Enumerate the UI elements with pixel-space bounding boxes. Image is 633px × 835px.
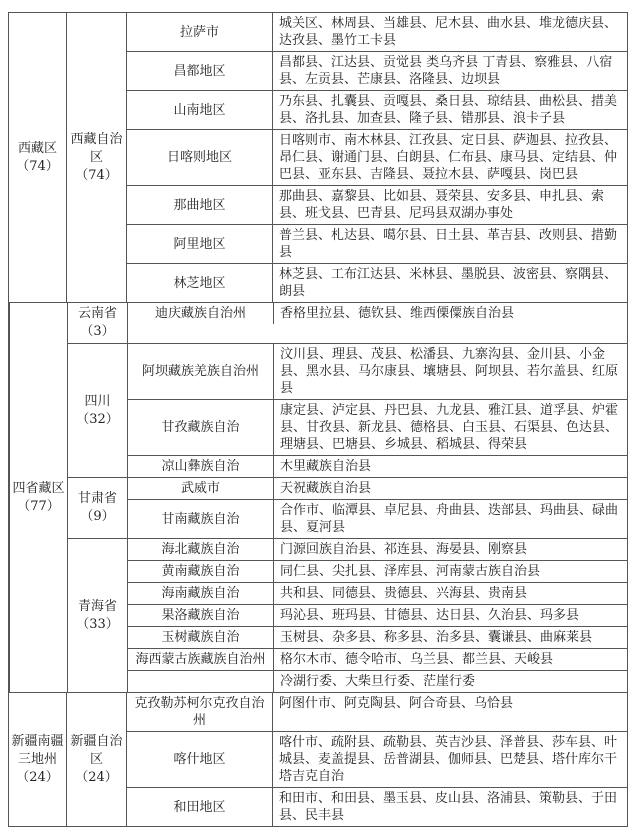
province-row [68,539,627,692]
prefecture-name: 玉树藏族自治 [128,627,274,648]
county-list: 日喀则市、南木林县、江孜县、定日县、萨迦县、拉孜县、昂仁县、谢通门县、白朗县、仁布县、康马县、定结县、仲巴县、亚东县、吉隆县、聂拉木县、萨嘎县、岗巴县 [279,133,618,182]
prefecture-name: 那曲地区 [127,186,273,224]
prefecture-name: 和田地区 [127,788,273,826]
province-count: （33） [76,616,119,632]
table-row [128,400,627,456]
table-row [127,52,627,91]
table-row [127,264,627,302]
table-row [127,693,627,732]
province-body [128,539,627,692]
county-list: 共和县、同德县、贵德县、兴海县、贵南县 [280,586,528,601]
table-row [128,649,627,671]
province-name: 甘肃省 [77,491,117,506]
county-list: 门源回族自治县、祁连县、海晏县、刚察县 [280,542,528,557]
region-count: （24） [16,769,59,785]
province-row [68,478,627,539]
region-row [10,303,627,692]
table-row [127,186,627,225]
prefecture-name: 山南地区 [127,91,273,129]
county-list: 和田市、和田县、墨玉县、皮山县、洛浦县、策勒县、于田县、民丰县 [279,791,618,823]
table-row [128,561,627,583]
county-list: 林芝县、工布江达县、米林县、墨脱县、波密县、察隅县、朗县 [279,267,618,299]
region-count: （77） [17,498,60,514]
province-label [68,478,128,538]
province-name: 四川 [84,393,111,409]
table-row [128,456,627,477]
region-label [9,13,67,302]
prefecture-name: 喀什地区 [127,732,273,787]
prefecture-name: 拉萨市 [127,13,273,51]
county-list: 乃东县、扎囊县、贡嘎县、桑日县、琼结县、曲松县、措美县、洛扎县、加查县、隆子县、错那县、浪卡子县 [279,94,618,126]
prefecture-name: 武威市 [128,478,274,499]
table-row [128,303,627,324]
region-name: 四省藏区 [12,480,65,496]
prefecture-name: 阿坝藏族羌族自治州 [128,344,274,399]
county-list: 那曲县、嘉黎县、比如县、聂荣县、安多县、申扎县、索县、班戈县、巴青县、尼玛县双湖办事处 [279,189,605,221]
province-row [68,344,627,478]
region-name: 新疆南疆三地州 [11,733,64,767]
table-row [127,788,627,826]
region-body [68,303,627,692]
region-block [8,12,628,303]
table-row [128,671,627,692]
table-row [128,478,627,500]
province-count: （3） [80,324,115,339]
table-row [127,225,627,264]
county-list: 木里藏族自治县 [280,459,372,474]
prefecture-name: 昌都地区 [127,52,273,90]
province-label [67,13,127,302]
province-name: 云南省 [77,306,117,321]
prefecture-name: 克孜勒苏柯尔克孜自治州 [127,693,273,731]
county-list: 香格里拉县、德钦县、维西傈僳族自治县 [280,306,515,321]
prefecture-name: 日喀则地区 [127,130,273,185]
county-list: 昌都县、江达县、贡觉县 类乌齐县 丁青县、察雅县、八宿县、左贡县、芒康县、洛隆县、边坝县 [279,55,613,87]
region-label [10,303,68,692]
county-list: 汶川县、理县、茂县、松潘县、九寨沟县、金川县、小金县、黑水县、马尔康县、壤塘县、阿坝县、若尔盖县、红原县 [280,347,619,396]
prefecture-name [128,671,274,692]
province-label [68,303,128,343]
table-row [127,130,627,186]
province-name: 新疆自治区 [70,733,123,767]
province-label [67,693,127,826]
province-count: （24） [75,769,118,785]
table-row [127,91,627,130]
counties-table [8,12,628,827]
province-body [128,303,627,343]
prefecture-name: 林芝地区 [127,264,273,302]
table-row [128,627,627,649]
region-block [8,302,628,693]
prefecture-name: 甘孜藏族自治 [128,400,274,455]
table-row [128,605,627,627]
province-count: （9） [80,509,115,524]
prefecture-name: 果洛藏族自治 [128,605,274,626]
region-label [9,693,67,826]
region-row [9,13,627,302]
province-body [127,693,627,826]
county-list: 康定县、泸定县、丹巴县、九龙县、雅江县、道孚县、炉霍县、甘孜县、新龙县、德格县、白玉县、石渠县、色达县、理塘县、巴塘县、乡城县、稻城县、得荣县 [280,403,619,452]
county-list: 玛沁县、班玛县、甘德县、达日县、久治县、玛多县 [280,608,580,623]
prefecture-name: 迪庆藏族自治州 [128,303,274,324]
county-list: 合作市、临潭县、卓尼县、舟曲县、迭部县、玛曲县、碌曲县、夏河县 [280,503,619,535]
prefecture-name: 甘南藏族自治 [128,500,274,538]
province-row [67,693,627,826]
province-row [67,13,627,302]
region-row [9,693,627,826]
county-list: 天祝藏族自治县 [280,481,372,496]
province-row [68,303,627,344]
table-row [128,500,627,538]
county-list: 普兰县、札达县、噶尔县、日土县、革吉县、改则县、措勤县 [279,228,618,260]
province-body [128,344,627,477]
county-list: 冷湖行委、大柴旦行委、茫崖行委 [280,674,476,689]
region-body [67,13,627,302]
table-row [128,344,627,400]
prefecture-name: 海南藏族自治 [128,583,274,604]
prefecture-name: 海北藏族自治 [128,539,274,560]
province-name: 西藏自治区 [70,131,123,165]
county-list: 玉树县、杂多县、称多县、治多县、囊谦县、曲麻莱县 [280,630,593,645]
prefecture-name: 海西蒙古族藏族自治州 [128,649,274,670]
province-body [127,13,627,302]
prefecture-name: 黄南藏族自治 [128,561,274,582]
table-row [127,732,627,788]
table-row [128,539,627,561]
province-name: 青海省 [77,598,117,614]
county-list: 喀什市、疏附县、疏勒县、英吉沙县、泽普县、莎车县、叶城县、麦盖提县、岳普湖县、伽师县、巴楚县、塔什库尔干塔吉克自治 [279,735,618,784]
prefecture-name: 阿里地区 [127,225,273,263]
table-row [128,583,627,605]
region-count: （74） [16,158,59,174]
prefecture-name: 凉山彝族自治 [128,456,274,477]
region-block [8,692,628,827]
county-list: 格尔木市、德令哈市、乌兰县、都兰县、天峻县 [280,652,554,667]
province-body [128,478,627,538]
region-name: 西藏区 [17,140,57,156]
county-list: 同仁县、尖扎县、泽库县、河南蒙古族自治县 [280,564,541,579]
table-row [127,13,627,52]
region-body [67,693,627,826]
province-label [68,539,128,692]
province-count: （32） [76,411,119,427]
province-label [68,344,128,477]
county-list: 城关区、林周县、当雄县、尼木县、曲水县、堆龙德庆县、达孜县、墨竹工卡县 [279,16,618,48]
county-list: 阿图什市、阿克陶县、阿合奇县、乌恰县 [279,696,514,711]
province-count: （74） [75,167,118,183]
